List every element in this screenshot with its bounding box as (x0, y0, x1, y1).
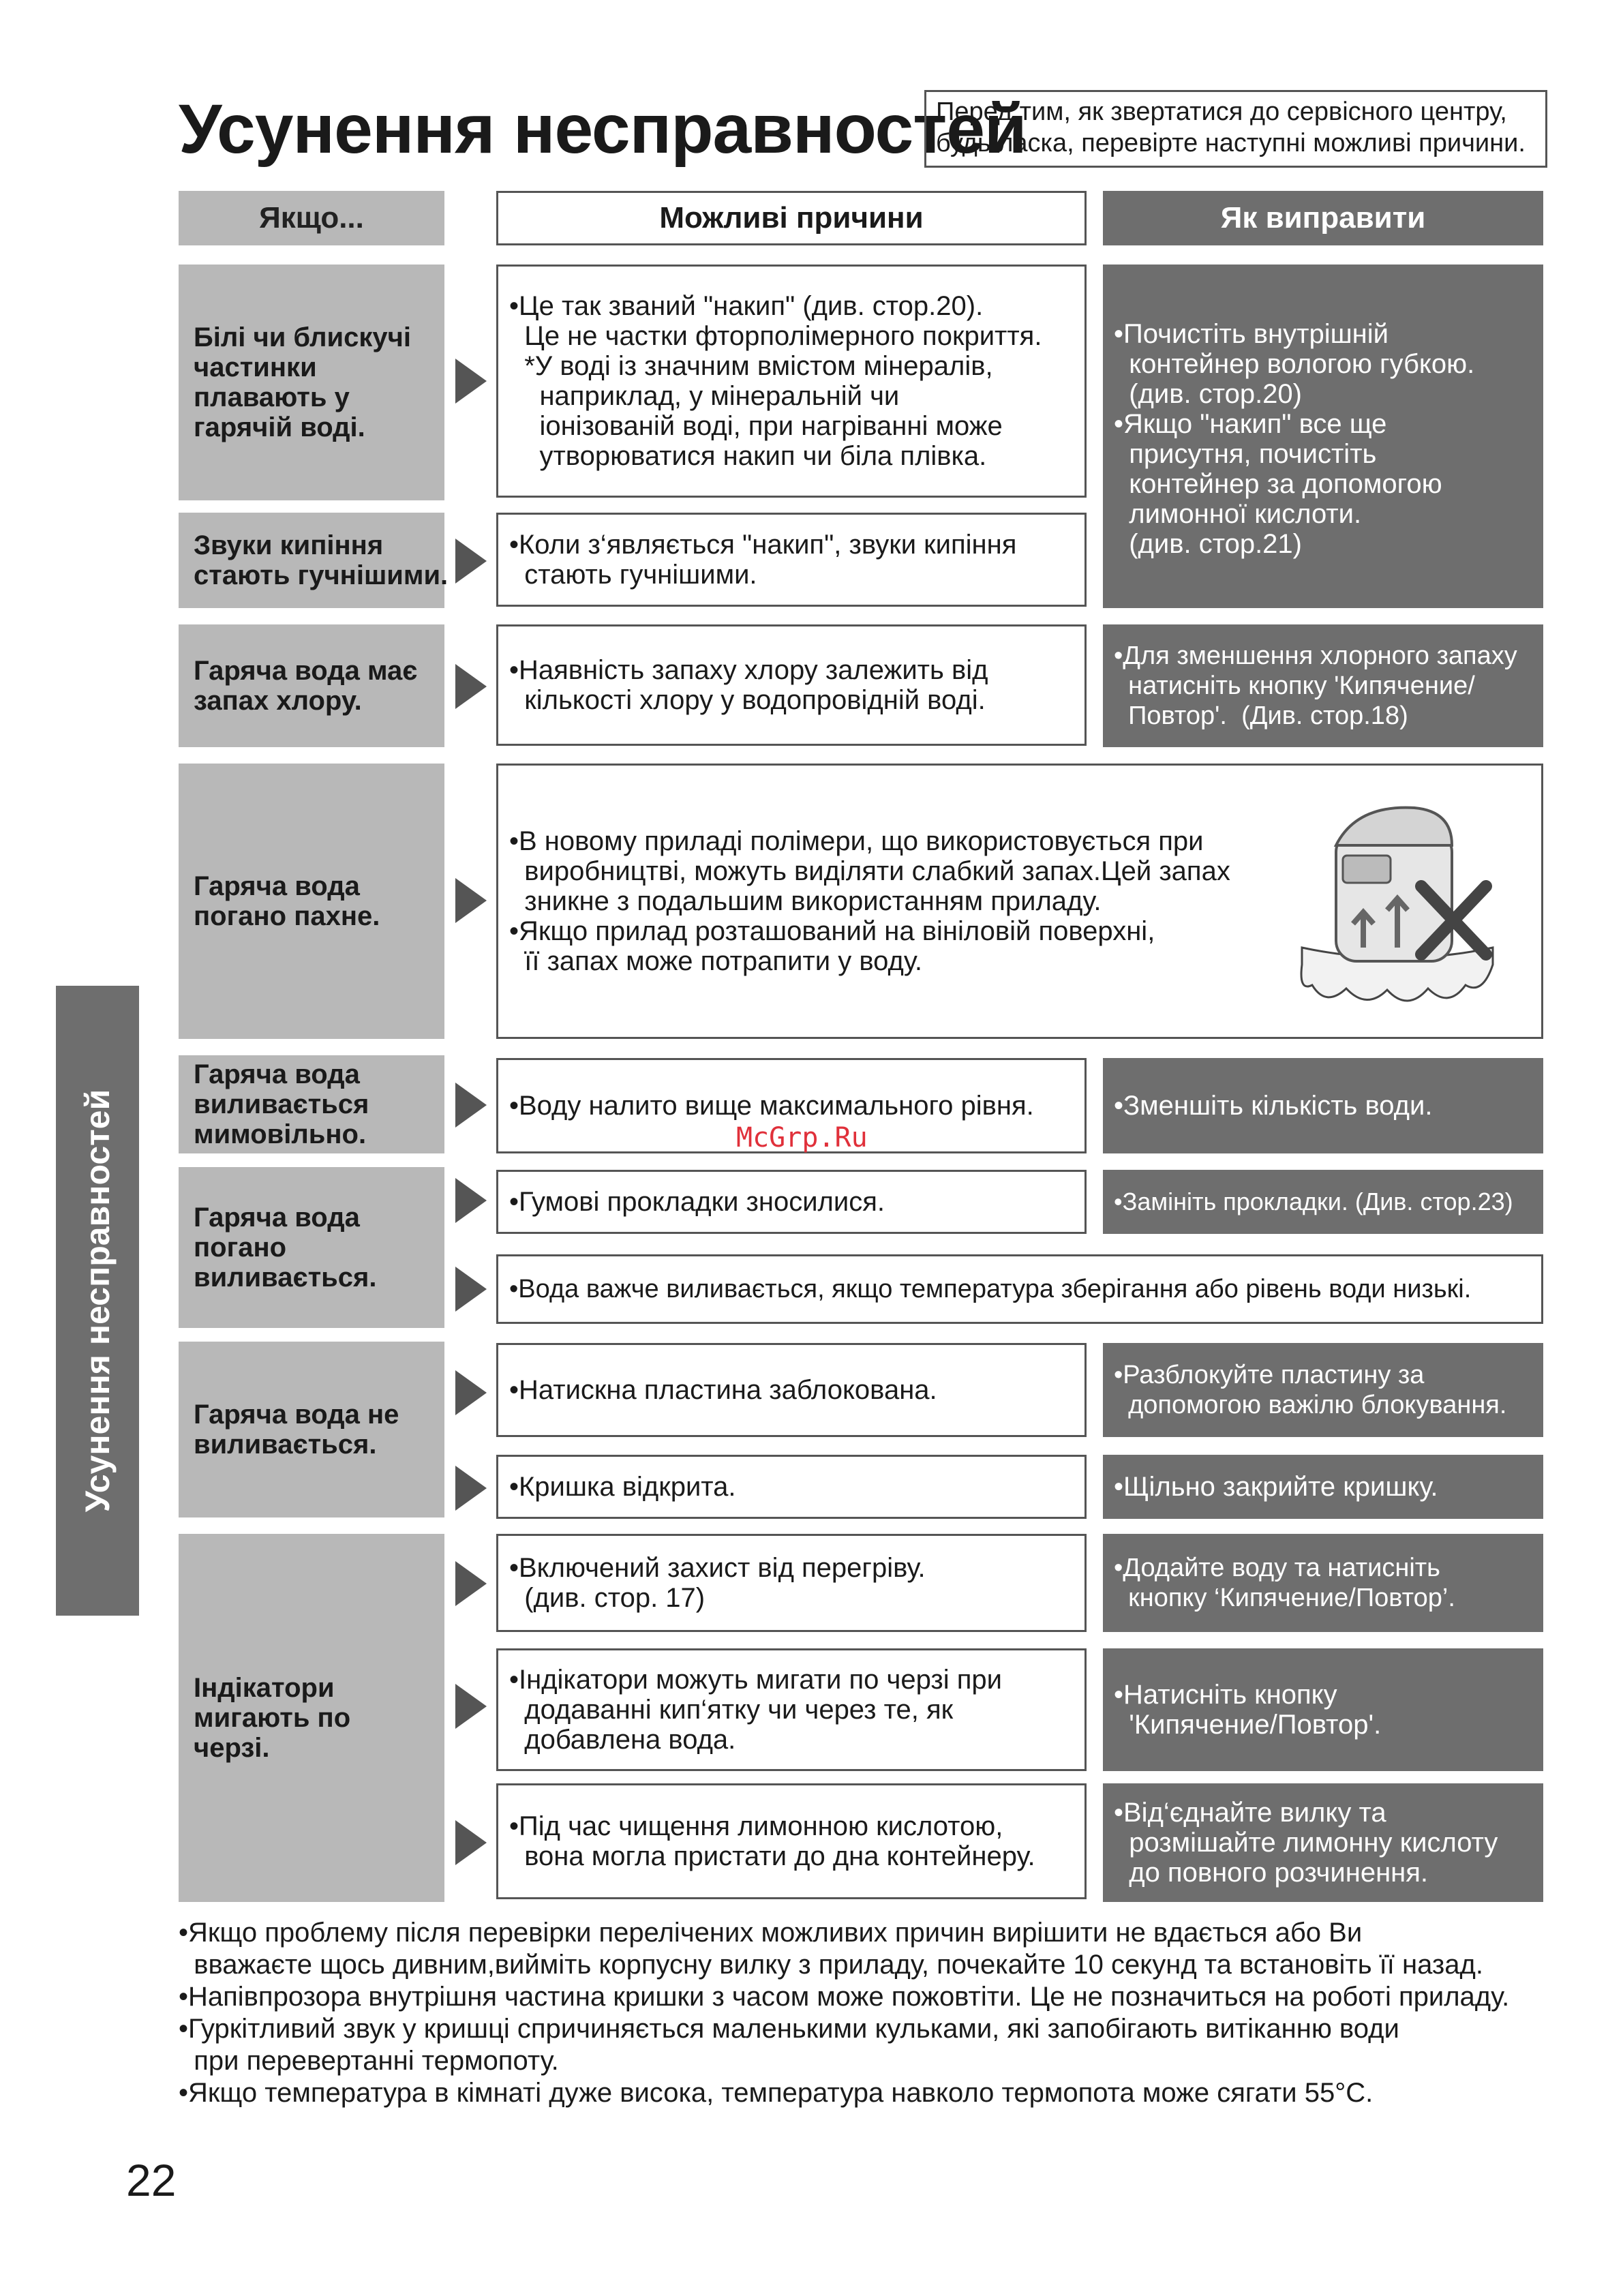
symptom-cell (179, 1534, 444, 1902)
cause-text: •Індікатори можуть мигати по черзі при додаванні кип‘ятку чи через те, як добавлена вода. (509, 1665, 1002, 1755)
thermopot-lid-icon (1336, 808, 1452, 845)
symptom-text: Гаряча вода виливається мимовільно. (194, 1059, 369, 1149)
footnote: •Якщо проблему після перевірки перелічених можливих причин вирішити не вдається або Ви вважаєте щось дивним,вийміть корпусну вилку з приладу, почекайте 10 секунд та встановіть її назад. (179, 1918, 1483, 1980)
sidebar-label: Усунення несправностей (78, 1089, 117, 1513)
arrow-right-icon (455, 1370, 487, 1415)
cause-cell (496, 513, 1087, 607)
fix-cell (1103, 1170, 1543, 1234)
watermark: McGrp.Ru (736, 1122, 868, 1153)
header-fix: Як виправити (1103, 191, 1543, 245)
header-causes: Можливі причини (496, 191, 1087, 245)
sidebar-tab (56, 986, 139, 1616)
symptom-cell (179, 1055, 444, 1153)
arrow-right-icon (455, 539, 487, 584)
cause-cell (496, 1783, 1087, 1899)
page-title: Усунення несправностей (179, 90, 1027, 168)
symptom-text: Гаряча вода погано виливається. (194, 1203, 377, 1293)
symptom-text: Індікатори мигають по черзі. (194, 1673, 351, 1763)
fix-cell (1103, 1343, 1543, 1437)
fix-cell (1103, 1648, 1543, 1771)
fix-text: •Замініть прокладки. (Див. стор.23) (1114, 1188, 1513, 1215)
fix-cell (1103, 1783, 1543, 1902)
arrow-right-icon (455, 1178, 487, 1223)
arrow-right-icon (455, 878, 487, 923)
fix-cell (1103, 624, 1543, 747)
footnote: •Якщо температура в кімнаті дуже висока, температура навколо термопота може сягати 55°C. (179, 2078, 1374, 2108)
arrow-right-icon (455, 359, 487, 404)
fix-text: •Додайте воду та натисніть кнопку ‘Кипячение/Повтор’. (1114, 1554, 1455, 1612)
cause-text: •Коли з‘являється "накип", звуки кипіння стають гучнішими. (509, 530, 1017, 590)
cause-cell (496, 624, 1087, 746)
footnote: •Напівпрозора внутрішня частина кришки з часом може пожовтіти. Це не позначиться на роботі приладу. (179, 1982, 1510, 2012)
cause-text: •Кришка відкрита. (509, 1472, 736, 1502)
symptom-cell (179, 265, 444, 500)
cause-cell (496, 265, 1087, 498)
symptom-cell (179, 1342, 444, 1517)
arrow-right-icon (455, 1083, 487, 1128)
fix-text: •Зменшіть кількість води. (1114, 1091, 1433, 1121)
intro-note: Перед тим, як звертатися до сервісного центру, будь ласка, перевірте наступні можливі причини. (924, 90, 1547, 168)
cause-cell (496, 1170, 1087, 1234)
cause-cell (496, 1455, 1087, 1519)
symptom-text: Білі чи блискучі частинки плавають у гарячій воді. (194, 322, 411, 442)
cause-text: •Гумові прокладки зносилися. (509, 1187, 885, 1217)
arrow-right-icon (455, 1561, 487, 1606)
control-panel-icon (1343, 856, 1391, 883)
symptom-cell (179, 1167, 444, 1328)
page-number: 22 (126, 2155, 177, 2205)
fix-text: •Щільно закрийте кришку. (1114, 1472, 1438, 1502)
fix-cell (1103, 1058, 1543, 1153)
fix-text: •Разблокуйте пластину за допомогою важілю блокування. (1114, 1361, 1507, 1419)
cause-text: •Включений захист від перегріву. (див. стор. 17) (509, 1553, 926, 1613)
fix-text: •Почистіть внутрішній контейнер вологою губкою. (див. стор.20) •Якщо "накип" все ще присутня, почистіть контейнер за допомогою лимонної кислоти. (див. стор.21) (1114, 319, 1475, 559)
cause-text: •Воду налито вище максимального рівня. (509, 1091, 1034, 1121)
symptom-text: Гаряча вода погано пахне. (194, 871, 380, 931)
symptom-cell (179, 513, 449, 608)
cause-text: •Наявність запаху хлору залежить від кількості хлору у водопровідній воді. (509, 655, 988, 715)
cause-cell (496, 1343, 1087, 1437)
fix-text: •Для зменшення хлорного запаху натисніть кнопку 'Кипячение/ Повтор'. (Див. стор.18) (1114, 641, 1517, 730)
footnotes (179, 1917, 1576, 2109)
arrow-right-icon (455, 1267, 487, 1312)
arrow-right-icon (455, 1684, 487, 1729)
fix-text: •Натисніть кнопку 'Кипячение/Повтор'. (1114, 1680, 1382, 1740)
cause-text: •Вода важче виливається, якщо температура зберігання або рівень води низькі. (509, 1275, 1472, 1303)
fix-cell (1103, 1455, 1543, 1519)
arrow-right-icon (455, 1820, 487, 1865)
fix-cell (1103, 1534, 1543, 1632)
fix-text: •Від‘єднайте вилку та розмішайте лимонну кислоту до повного розчинення. (1114, 1798, 1498, 1888)
footnote: •Гуркітливий звук у кришці спричиняється маленькими кульками, які запобігають витіканню води при перевертанні термопоту. (179, 2014, 1399, 2076)
cause-text: •Під час чищення лимонною кислотою, вона могла пристати до дна контейнеру. (509, 1811, 1035, 1871)
symptom-cell (179, 624, 444, 747)
cause-cell (496, 1534, 1087, 1632)
arrow-right-icon (455, 664, 487, 709)
cause-cell (496, 1648, 1087, 1771)
symptom-text: Гаряча вода не виливається. (194, 1400, 399, 1460)
symptom-text: Звуки кипіння стають гучнішими. (194, 530, 449, 590)
cause-cell-wide (496, 1254, 1543, 1324)
symptom-cell (179, 764, 444, 1039)
arrow-right-icon (455, 1466, 487, 1511)
symptom-text: Гаряча вода має запах хлору. (194, 656, 418, 716)
fix-cell (1103, 265, 1543, 608)
cause-text: •В новому приладі полімери, що використовується при виробництві, можуть виділяти слабкий запах.Цей запах зникне з подальшим використанням приладу. •Якщо прилад розташований на вініловій поверхні, її запах може потрапити у воду. (509, 826, 1230, 976)
thermopot-on-vinyl-illustration (1295, 791, 1500, 1023)
cause-text: •Це так званий "накип" (див. стор.20). Це не частки фторполімерного покриття. *У воді із значним вмістом мінералів, наприклад, у мінеральній чи іонізованій воді, при нагріванні може утворюватися накип чи біла плівка. (509, 291, 1042, 471)
header-if: Якщо... (179, 191, 444, 245)
cause-text: •Натискна пластина заблокована. (509, 1375, 937, 1405)
